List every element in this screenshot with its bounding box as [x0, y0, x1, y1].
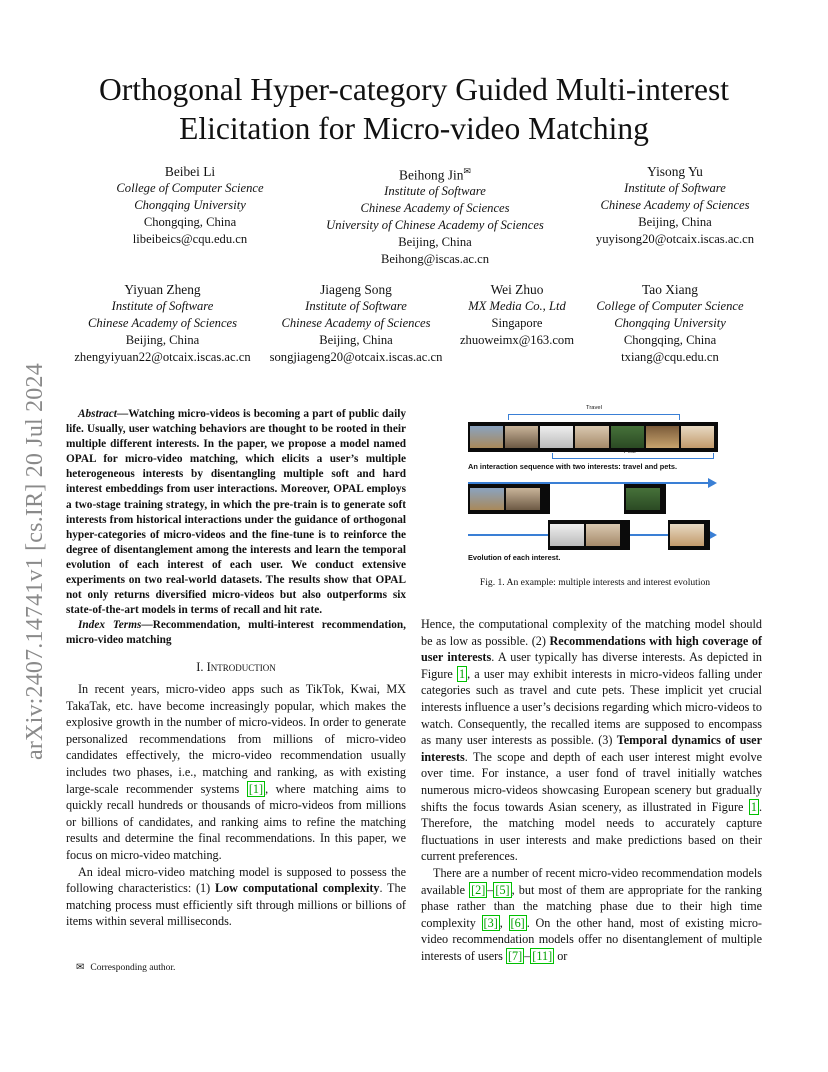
author-location: Beijing, China — [319, 333, 393, 347]
author-affiliation: Chinese Academy of Sciences — [87, 316, 238, 330]
abstract-text: —Watching micro-videos is becoming a part of public daily life. Usually, user watching behaviors are thought to be rooted in their multiple different interests. In the paper, we propose a model named OPAL for micro-video matching, which elicits a user’s multiple heterogeneous interests by disentangling multiple soft and hard interest embeddings from user interactions. Moreover, OPAL employs a two-stage training strategy, in which the pre-train is to generate soft interests from historical interactions under the guidance of orthogonal hyper-categories of micro-videos and the fine-tune is to reinforce the degree of disentanglement among the interests and learn the temporal evolution of each interest of each user. We conduct extensive experiments on two real-world datasets. The results show that OPAL not only returns diversified micro-videos but also outperforms six state-of-the-art models in terms of recall and hit rate. — [66, 408, 406, 617]
intro-text: In recent years, micro-video apps such as TikTok, Kwai, MX TakaTak, etc. have become increasingly popular, which makes the explosive growth in the number of micro-videos. In order to generate personalized recommendations from millions of micro-video candidates effectively, the micro-video recommendation usually includes two phases, i.e., matching and ranking, as with existing large-scale recommender systems — [66, 682, 406, 796]
author-affiliation: MX Media Co., Ltd — [468, 299, 566, 313]
pets-filmstrip — [668, 520, 710, 550]
pet-frame — [540, 426, 573, 448]
body-text: . Therefore, the matching model needs to accurately capture fluctuations in user interests and make predictions based on their current preferences. — [421, 799, 762, 864]
author-name: Yiyuan Zheng — [124, 282, 201, 297]
pet-frame — [670, 524, 704, 546]
author-name: Jiageng Song — [320, 282, 392, 297]
emphasis: Low computational complexity — [214, 881, 380, 896]
author-block — [585, 281, 755, 366]
citation-link[interactable]: [11] — [532, 948, 553, 963]
footnote — [76, 962, 175, 973]
citation-link[interactable]: [1] — [248, 781, 264, 796]
intro-text: . The matching process must efficiently sift through millions or billions of items within several milliseconds. — [66, 881, 407, 929]
author-email: libeibeics@cqu.edu.cn — [132, 232, 248, 246]
author-affiliation: University of Chinese Academy of Sciences — [326, 218, 544, 233]
paper-title — [60, 70, 768, 148]
author-affiliation: Chinese Academy of Sciences — [360, 201, 510, 216]
title-line-1: Orthogonal Hyper-category Guided Multi-interest — [98, 72, 730, 107]
arxiv-identifier: arXiv:2407.14741v1 [cs.IR] 20 Jul 2024 — [22, 363, 48, 760]
pet-frame — [681, 426, 714, 448]
body-text: , a user may exhibit interests in micro-videos falling under categories such as travel and cute pets. These implicit yet crucial interests influence a user’s decisions regarding which micro-videos to watch. Consequently, the recalled items are supposed to encompass as many user interests as possible. (3) — [421, 666, 762, 748]
author-location: Chongqing, China — [623, 333, 717, 347]
index-terms-text: —Recommendation, multi-interest recommendation, micro-video matching — [66, 619, 406, 647]
title-line-2: Elicitation for Micro-video Matching — [179, 111, 649, 146]
mail-icon: ✉ — [463, 166, 471, 176]
body-text: or — [554, 948, 568, 963]
body-text: , but most of them are appropriate for the ranking phase rather than the matching phase due to their high time complexity — [421, 882, 762, 930]
author-location: Beijing, China — [398, 235, 472, 250]
pet-frame — [550, 524, 584, 546]
author-block — [452, 281, 582, 349]
mail-icon: ✉ — [76, 962, 85, 973]
body-text: Hence, the computational complexity of the matching model should be as low as possible. (2) — [421, 617, 762, 648]
author-email: Beihong@iscas.ac.cn — [380, 252, 490, 267]
author-email: songjiageng20@otcaix.iscas.ac.cn — [269, 350, 443, 364]
author-affiliation: Chongqing University — [134, 198, 246, 212]
travel-filmstrip — [624, 484, 666, 514]
travel-frame — [646, 426, 679, 448]
travel-frame — [626, 488, 660, 510]
body-paragraph — [421, 616, 762, 865]
intro-text: An ideal micro-video matching model is supposed to possess the following characteristics: (1) — [66, 864, 406, 896]
author-affiliation: Chongqing University — [614, 316, 726, 330]
travel-frame — [470, 488, 504, 510]
pets-label: Pets — [624, 449, 636, 455]
pets-filmstrip — [548, 520, 630, 550]
author-affiliation: College of Computer Science — [596, 299, 744, 313]
index-terms-label: Index Terms — [78, 619, 142, 632]
body-text: . The scope and depth of each user interest might evolve over time. For instance, a user fond of travel initially watches numerous micro-videos showcasing European scenery but gradually shifts the focus towards Asian scenery, as illustrated in Figure — [421, 749, 762, 814]
abstract — [66, 407, 406, 618]
figure-link[interactable]: 1 — [458, 666, 466, 681]
body-text: – — [487, 882, 494, 897]
interaction-filmstrip — [468, 422, 718, 452]
citation-link[interactable]: [2] — [471, 882, 486, 897]
author-email: zhuoweimx@163.com — [459, 333, 575, 347]
author-affiliation: Institute of Software — [111, 299, 214, 313]
author-email: txiang@cqu.edu.cn — [621, 350, 719, 364]
citation-link[interactable]: [3] — [483, 915, 498, 930]
author-name: Tao Xiang — [642, 282, 698, 297]
author-email: zhengyiyuan22@otcaix.iscas.ac.cn — [74, 350, 251, 364]
body-paragraph — [421, 865, 762, 965]
right-column — [421, 616, 762, 964]
travel-filmstrip — [468, 484, 550, 514]
author-block — [305, 163, 565, 268]
figure-link[interactable]: 1 — [750, 799, 757, 814]
author-block — [65, 281, 260, 366]
citation-link[interactable]: [6] — [510, 915, 525, 930]
travel-frame — [611, 426, 644, 448]
author-location: Chongqing, China — [143, 215, 237, 229]
emphasis: Recommendations with high coverage of user interests — [421, 633, 762, 665]
section-heading: I. Introduction — [196, 659, 276, 674]
index-terms — [66, 618, 406, 648]
emphasis: Temporal dynamics of user interests — [421, 733, 762, 764]
author-affiliation: Chinese Academy of Sciences — [281, 316, 431, 330]
body-text: , — [499, 915, 509, 930]
abstract-label: Abstract — [78, 408, 117, 420]
pet-frame — [586, 524, 620, 546]
author-name-text: Beihong Jin — [399, 167, 464, 183]
author-affiliation: Institute of Software — [624, 181, 726, 195]
author-affiliation: College of Computer Science — [116, 181, 264, 195]
arrow-head-icon — [708, 478, 717, 488]
intro-text: , where matching aims to quickly recall hundreds or thousands of micro-videos from millions or billions of candidates, and ranking aims to refine the matching results and determine the final recommendations. In this paper, we focus on micro-video matching. — [66, 781, 406, 863]
figure-1 — [462, 404, 732, 566]
left-column — [66, 407, 406, 930]
author-name: Beibei Li — [164, 164, 216, 179]
sequence-label: An interaction sequence with two interests: travel and pets. — [468, 462, 678, 471]
author-block — [95, 163, 285, 248]
author-block — [262, 281, 450, 366]
pet-frame — [575, 426, 608, 448]
citation-link[interactable]: [7] — [507, 948, 523, 963]
footnote-text: Corresponding author. — [90, 963, 176, 973]
travel-frame — [470, 426, 503, 448]
author-location: Beijing, China — [638, 215, 712, 229]
author-name: Yisong Yu — [647, 164, 703, 179]
citation-link[interactable]: [5] — [495, 882, 510, 897]
travel-bracket — [508, 414, 680, 420]
travel-frame — [506, 488, 540, 510]
author-affiliation: Chinese Academy of Sciences — [600, 198, 750, 212]
body-text: . A user typically has diverse interests. As depicted in Figure — [421, 650, 762, 681]
body-text: There are a number of recent micro-video recommendation models available — [421, 865, 762, 897]
author-name: Wei Zhuo — [490, 282, 544, 297]
travel-label: Travel — [586, 405, 602, 411]
figure-caption: Fig. 1. An example: multiple interests and interest evolution — [479, 577, 711, 588]
travel-frame — [505, 426, 538, 448]
author-location: Beijing, China — [125, 333, 200, 347]
author-affiliation: Institute of Software — [305, 299, 407, 313]
evolution-label: Evolution of each interest. — [468, 553, 561, 562]
author-affiliation: Institute of Software — [384, 184, 486, 199]
body-text: . On the other hand, most of existing micro-video recommendation models offer no disentanglement of multiple interests of users — [421, 915, 762, 963]
author-name — [305, 163, 565, 183]
author-location: Singapore — [491, 316, 543, 330]
author-email: yuyisong20@otcaix.iscas.ac.cn — [595, 232, 755, 246]
intro-paragraph — [66, 681, 406, 864]
intro-paragraph — [66, 864, 406, 930]
body-text: – — [524, 948, 531, 963]
author-block — [585, 163, 765, 248]
